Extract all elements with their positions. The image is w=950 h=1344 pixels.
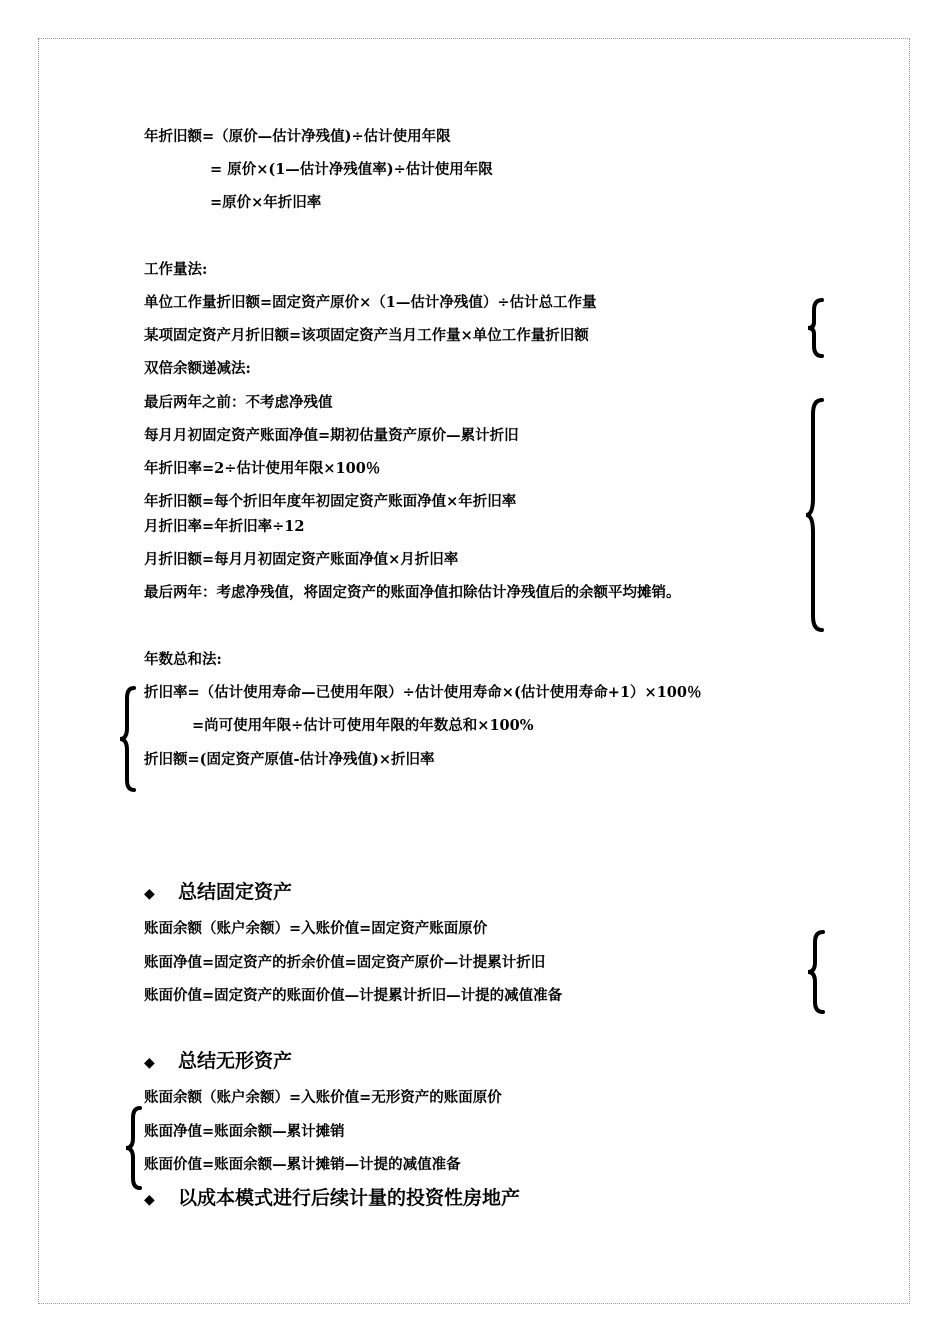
fixed-assets-line-3: 账面价值=固定资产的账面价值—计提累计折旧—计提的减值准备 [144,987,563,1004]
page-border [38,38,910,1304]
left-brace-icon [124,1106,144,1190]
investment-property-heading-text: 以成本模式进行后续计量的投资性房地产 [178,1187,521,1209]
straight-line-formula-1: 年折旧额=（原价—估计净残值)÷估计使用年限 [144,128,451,145]
double-declining-line-1: 最后两年之前：不考虑净残值 [144,394,333,411]
double-declining-line-4: 年折旧额=每个折旧年度年初固定资产账面净值×年折旧率 [144,493,517,510]
sum-of-years-formula-1: 折旧率=（估计使用寿命—已使用年限）÷估计使用寿命×(估计使用寿命+1）×100％ [144,684,702,701]
fixed-assets-heading-text: 总结固定资产 [178,881,293,903]
intangible-heading-text: 总结无形资产 [178,1050,293,1072]
double-declining-line-3: 年折旧率=2÷估计使用年限×100％ [144,460,381,477]
straight-line-formula-2: = 原价×(1—估计净残值率)÷估计使用年限 [210,161,493,178]
sum-of-years-formula-3: 折旧额=(固定资产原值-估计净残值)×折旧率 [144,751,435,768]
right-brace-icon [803,398,827,632]
diamond-bullet-icon: ◆ [144,1192,155,1208]
sum-of-years-formula-2: =尚可使用年限÷估计可使用年限的年数总和×100% [192,717,534,734]
right-brace-icon [806,298,826,358]
diamond-bullet-icon: ◆ [144,1055,155,1071]
double-declining-line-7: 最后两年：考虑净残值，将固定资产的账面净值扣除估计净残值后的余额平均摊销。 [144,584,681,601]
straight-line-formula-3: =原价×年折旧率 [210,194,322,211]
workload-title: 工作量法: [144,261,208,278]
intangible-line-2: 账面净值=账面余额—累计摊销 [144,1123,345,1140]
sum-of-years-title: 年数总和法: [144,651,222,668]
intangible-line-3: 账面价值=账面余额—累计摊销—计提的减值准备 [144,1156,461,1173]
fixed-assets-line-1: 账面余额（账户余额）=入账价值=固定资产账面原价 [144,920,488,937]
double-declining-line-5: 月折旧率=年折旧率÷12 [144,518,305,535]
left-brace-icon [118,686,138,792]
double-declining-line-6: 月折旧额=每月月初固定资产账面净值×月折旧率 [144,551,459,568]
fixed-assets-line-2: 账面净值=固定资产的折余价值=固定资产原价—计提累计折旧 [144,954,546,971]
investment-property-heading [144,1186,520,1212]
diamond-bullet-icon: ◆ [144,886,155,902]
right-brace-icon [806,930,828,1014]
fixed-assets-heading [144,880,292,906]
workload-formula-2: 某项固定资产月折旧额=该项固定资产当月工作量×单位工作量折旧额 [144,327,589,344]
double-declining-title: 双倍余额递减法: [144,360,251,377]
intangible-line-1: 账面余额（账户余额）=入账价值=无形资产的账面原价 [144,1089,502,1106]
workload-formula-1: 单位工作量折旧额=固定资产原价×（1—估计净残值）÷估计总工作量 [144,294,597,311]
double-declining-line-2: 每月月初固定资产账面净值=期初估量资产原价—累计折旧 [144,427,519,444]
intangible-heading [144,1049,292,1075]
